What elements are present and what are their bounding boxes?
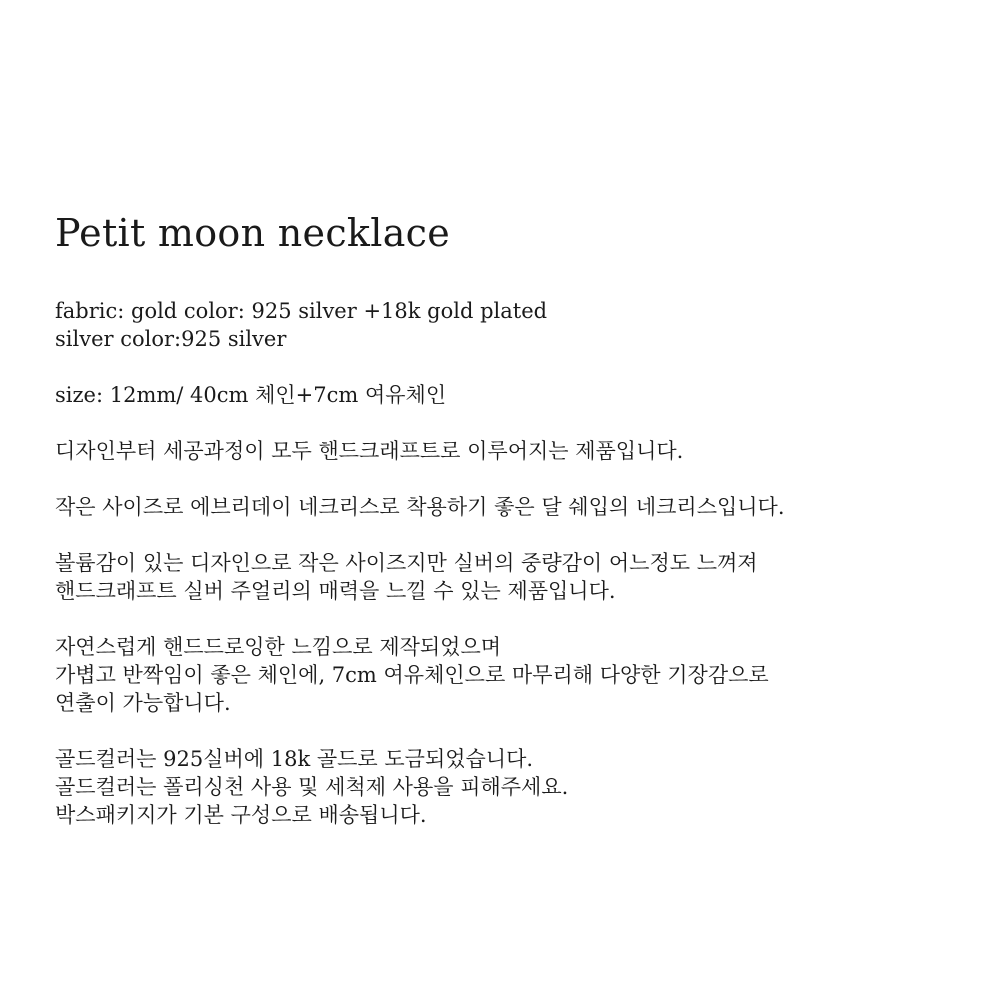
- text-line: 박스패키지가 기본 구성으로 배송됩니다.: [55, 803, 427, 827]
- text-line: 자연스럽게 핸드드로잉한 느낌으로 제작되었으며: [55, 635, 502, 659]
- text-line: fabric: gold color: 925 silver +18k gold plated: [55, 299, 548, 323]
- section-handcraft: [55, 437, 955, 465]
- text-line: silver color:925 silver: [55, 327, 287, 351]
- text-line: 연출이 가능합니다.: [55, 691, 231, 715]
- product-title: Petit moon necklace: [55, 211, 451, 255]
- section-volume: [55, 549, 955, 605]
- text-line: 볼륨감이 있는 디자인으로 작은 사이즈지만 실버의 중량감이 어느정도 느껴져: [55, 551, 758, 575]
- section-materials: [55, 297, 955, 353]
- text-line: 핸드크래프트 실버 주얼리의 매력을 느낄 수 있는 제품입니다.: [55, 579, 616, 603]
- section-chain: [55, 633, 955, 717]
- text-line: size: 12mm/ 40cm 체인+7cm 여유체인: [55, 383, 447, 407]
- section-everyday: [55, 493, 955, 521]
- text-line: 골드컬러는 폴리싱천 사용 및 세척제 사용을 피해주세요.: [55, 775, 569, 799]
- product-description: [55, 205, 955, 829]
- text-line: 가볍고 반짝임이 좋은 체인에, 7cm 여유체인으로 마무리해 다양한 기장감으로: [55, 663, 769, 687]
- section-care: [55, 745, 955, 829]
- text-line: 골드컬러는 925실버에 18k 골드로 도금되었습니다.: [55, 747, 534, 771]
- text-line: 디자인부터 세공과정이 모두 핸드크래프트로 이루어지는 제품입니다.: [55, 439, 684, 463]
- section-size: [55, 381, 955, 409]
- text-line: 작은 사이즈로 에브리데이 네크리스로 착용하기 좋은 달 쉐입의 네크리스입니다.: [55, 495, 785, 519]
